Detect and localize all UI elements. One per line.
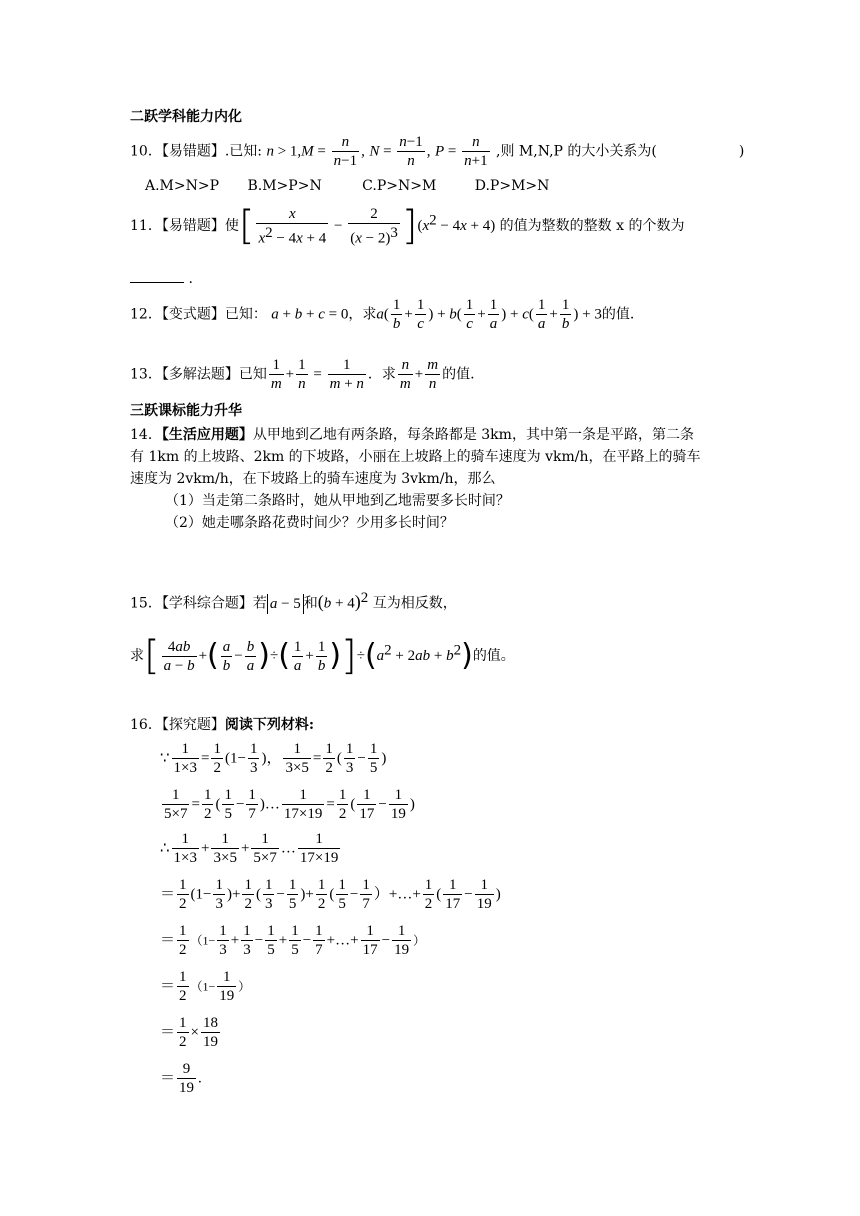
- q10-number: 10．: [130, 143, 162, 160]
- q16-step-5: ＝ $\frac{1}{2}$ （1− $\frac{1}{3}$ + $\frac{1}{3}$ − $\frac{1}{5}$ + $\frac{1}{5}$ − $\frac{1}{7}$ +…+ $\frac{1}{17}$ − $\frac{1}{19}$ ）: [160, 923, 426, 958]
- q16-number: 16．: [130, 717, 162, 733]
- question-14: [130, 426, 694, 444]
- q11-end: .: [188, 271, 193, 287]
- q14-tag: 【生活应用题】: [161, 427, 253, 443]
- q14-sub-1: （1）当走第二条路时，她从甲地到乙地需要多长时间？: [165, 493, 510, 509]
- question-13: 13．【多解法题】已知 $\frac{1}{m}$ + $\frac{1}{n}$ = $\frac{1}{m + n}$ ．求 $\frac{n}{m}$ + $\frac{m}{n}$ 的值.: [130, 357, 475, 392]
- q11-prefix: 使: [224, 218, 239, 234]
- q10-option-a: A.M>N>P: [145, 178, 220, 194]
- q16-step-2: $\frac{1}{5\times 7}$ = $\frac{1}{2}$ ( $\frac{1}{5}$ − $\frac{1}{7}$ )… $\frac{1}{17\times 19}$ = $\frac{1}{2}$ ( $\frac{1}{17}$ − $\frac{1}{19}$ ): [164, 787, 415, 822]
- question-16: [130, 716, 314, 734]
- q11-answer-blank: [130, 270, 193, 288]
- q14-line-1: 从甲地到乙地有两条路，每条路都是 3km，其中第一条是平路，第二条: [252, 427, 694, 443]
- q16-step-8: ＝ $\frac{9}{19}$ .: [160, 1061, 202, 1096]
- q12-number: 12．: [130, 306, 162, 323]
- q15-end: 的值。: [472, 648, 515, 664]
- q16-tag: 【探究题】: [161, 717, 225, 733]
- q16-step-6: ＝ $\frac{1}{2}$ （1− $\frac{1}{19}$ ）: [160, 969, 251, 1004]
- q15-ask: 求: [130, 648, 144, 664]
- q16-step-4: ＝ $\frac{1}{2}$ (1− $\frac{1}{3}$ )+ $\frac{1}{2}$ ( $\frac{1}{3}$ − $\frac{1}{5}$ )+ $\frac{1}{2}$ ( $\frac{1}{5}$ − $\frac{1}{7}$ ）+…+ $\frac{1}{2}$ ( $\frac{1}{17}$ − $\frac{1}{19}$ ): [160, 877, 501, 912]
- q10-option-d: D.P>M>N: [474, 178, 550, 194]
- q15-suffix: 互为相反数，: [372, 595, 457, 612]
- q10-options: [145, 177, 549, 195]
- q12-suffix: 的值.: [601, 306, 635, 323]
- q14-line-2: 有 1km 的上坡路、2km 的下坡路，小丽在上坡路上的骑车速度为 vkm/h，在平路上的骑车: [130, 449, 701, 465]
- q16-step-1: ∵ $\frac{1}{1\times 3}$ = $\frac{1}{2}$ (1− $\frac{1}{3}$ )， $\frac{1}{3\times 5}$ = $\frac{1}{2}$ ( $\frac{1}{3}$ − $\frac{1}{5}$ ): [160, 741, 387, 776]
- q11-suffix: 的值为整数的整数 x 的个数为: [499, 218, 685, 234]
- q13-tag: 【多解法题】: [161, 366, 239, 383]
- question-12: 12．【变式题】已知： a + b + c = 0，求a( $\frac{1}{b}$ + $\frac{1}{c}$ ) + b( $\frac{1}{c}$ + $\frac{1}{a}$ ) + c( $\frac{1}{a}$ + $\frac{1}{b}$ ) + 3的值.: [130, 297, 635, 332]
- q12-tag: 【变式题】: [161, 306, 225, 323]
- q14-number: 14．: [130, 427, 162, 443]
- q15-prefix: 若: [252, 595, 267, 612]
- q13-prefix: 已知: [238, 366, 267, 383]
- q12-mid: ，求: [348, 306, 377, 323]
- q15-expression: 求[ $\frac{4ab}{a - b}$ +( $\frac{a}{b}$ − $\frac{b}{a}$ )÷( $\frac{1}{a}$ + $\frac{1}{b}$ )]$\div(a^2 + 2ab + b^2)$的值。: [130, 633, 515, 679]
- q13-suffix: 的值.: [442, 366, 475, 383]
- question-11: 11．【易错题】使[ $\frac{x}{x^2 - 4x + 4}$ − $\frac{2}{(x - 2)^3}$ ]$(x^2 - 4x + 4)$ 的值为整数的整数 x 的个数为: [130, 203, 685, 249]
- q11-tag: 【易错题】: [161, 218, 225, 234]
- question-10: 10．【易错题】.已知: n > 1,M = $\frac{n}{n-1}$ , N = $\frac{n-1}{n}$ , P = $\frac{n}{n+1}$ ,则 M,N,P 的大小关系为( ): [130, 134, 745, 169]
- q16-title: 阅读下列材料:: [224, 717, 314, 733]
- q15-tag: 【学科综合题】: [161, 595, 253, 612]
- q10-tag: 【易错题】: [161, 143, 225, 160]
- question-15: 15．【学科综合题】若 a − 5 和$(b + 4)^2$ 互为相反数，: [130, 590, 457, 612]
- q13-mid: ．求: [367, 366, 396, 383]
- q11-number: 11．: [130, 218, 162, 234]
- q15-and: 和: [303, 595, 318, 612]
- q16-step-3: ∴ $\frac{1}{1\times 3}$ + $\frac{1}{3\times 5}$ + $\frac{1}{5\times 7}$ … $\frac{1}{17\times 19}$: [160, 831, 339, 866]
- q10-close: ): [738, 143, 745, 160]
- q14-line-3: 速度为 2vkm/h，在下坡路上的骑车速度为 3vkm/h，那么: [130, 471, 496, 487]
- q15-number: 15．: [130, 595, 162, 612]
- q13-number: 13．: [130, 366, 162, 383]
- q10-option-b: B.M>P>N: [247, 178, 322, 194]
- section-heading-3: 三跃课标能力升华: [130, 403, 242, 419]
- q10-option-c: C.P>N>M: [362, 178, 437, 194]
- q10-suffix: ,则 M,N,P 的大小关系为(: [496, 143, 657, 160]
- q14-sub-2: （2）她走哪条路花费时间少？少用多长时间？: [165, 515, 454, 531]
- q16-step-7: ＝ $\frac{1}{2}$ × $\frac{18}{19}$: [160, 1015, 218, 1050]
- section-heading-2: 二跃学科能力内化: [130, 109, 242, 125]
- q10-prefix: .已知:: [224, 143, 262, 160]
- q12-prefix: 已知：: [224, 306, 267, 323]
